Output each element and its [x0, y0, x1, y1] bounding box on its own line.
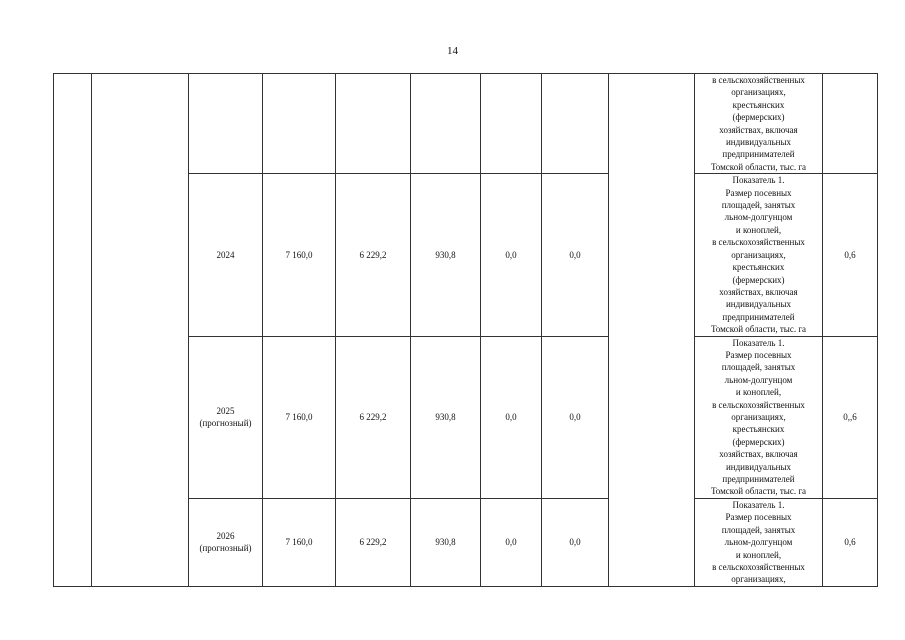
- indicator-line: крестьянских: [732, 262, 785, 273]
- funding-cell: 6 229,2: [336, 498, 411, 586]
- page-number: 14: [447, 45, 458, 57]
- indicator-line: Томской области, тыс. га: [710, 324, 807, 335]
- indicator-line: хозяйствах, включая: [719, 449, 798, 460]
- total-cell: [263, 74, 336, 174]
- funding-cell: [336, 74, 411, 174]
- value-cell: [823, 74, 878, 174]
- indicator-line: и коноплей,: [735, 549, 782, 560]
- indicator-line: организациях,: [731, 87, 786, 98]
- funding-cell: 930,8: [411, 336, 481, 498]
- indicator-cell: [695, 498, 823, 586]
- indicator-line: предпринимателей: [722, 474, 795, 484]
- total-cell: 7 160,0: [263, 174, 336, 336]
- number-cell: [54, 74, 92, 587]
- funding-cell: [542, 74, 609, 174]
- indicator-line: и коноплей,: [735, 224, 782, 235]
- indicator-line: в сельскохозяйственных: [712, 75, 805, 85]
- indicator-line: в сельскохозяйственных: [712, 237, 805, 248]
- indicator-line: индивидуальных: [725, 299, 792, 310]
- indicator-line: организациях,: [731, 249, 786, 260]
- indicator-line: Размер посевных: [725, 187, 792, 198]
- value-cell: 0,,6: [823, 336, 878, 498]
- value-cell: 0,6: [823, 498, 878, 586]
- program-table: [53, 73, 878, 587]
- year-cell: 2025 (прогнозный): [189, 336, 263, 498]
- indicator-line: льном-долгунцом: [724, 537, 793, 548]
- indicator-line: (фермерских): [732, 112, 785, 123]
- indicator-line: площадей, занятых: [721, 524, 796, 535]
- funding-cell: 6 229,2: [336, 174, 411, 336]
- indicator-line: предпринимателей: [722, 311, 795, 322]
- funding-cell: 930,8: [411, 498, 481, 586]
- indicator-line: предпринимателей: [722, 149, 795, 160]
- indicator-line: площадей, занятых: [721, 362, 796, 373]
- funding-cell: 0,0: [542, 174, 609, 336]
- indicator-line: льном-долгунцом: [724, 212, 793, 223]
- year-cell: [189, 74, 263, 174]
- indicator-line: организациях,: [731, 574, 786, 585]
- year-cell: 2024: [189, 174, 263, 336]
- indicator-line: и коноплей,: [735, 387, 782, 398]
- name-cell: [92, 74, 189, 587]
- indicator-line: в сельскохозяйственных: [712, 561, 805, 572]
- indicator-line: площадей, занятых: [721, 200, 796, 211]
- funding-cell: 0,0: [481, 174, 542, 336]
- indicator-line: в сельскохозяйственных: [712, 399, 805, 410]
- total-cell: 7 160,0: [263, 336, 336, 498]
- indicator-line: Размер посевных: [725, 512, 792, 523]
- funding-cell: 0,0: [481, 336, 542, 498]
- indicator-line: Томской области, тыс. га: [710, 486, 807, 497]
- funding-cell: 6 229,2: [336, 336, 411, 498]
- indicator-line: крестьянских: [732, 99, 785, 110]
- indicator-line: индивидуальных: [725, 461, 792, 472]
- indicator-line: хозяйствах, включая: [719, 286, 798, 297]
- indicator-line: (фермерских): [732, 436, 785, 447]
- funding-cell: 0,0: [542, 498, 609, 586]
- funding-cell: 0,0: [481, 498, 542, 586]
- indicator-line: Размер посевных: [725, 349, 792, 360]
- indicator-cell: [695, 174, 823, 336]
- indicator-line: (фермерских): [732, 274, 785, 285]
- value-cell: 0,6: [823, 174, 878, 336]
- indicator-line: индивидуальных: [725, 137, 792, 148]
- indicator-cell: [695, 336, 823, 498]
- indicator-line: Показатель 1.: [732, 499, 785, 510]
- executor-cell: [609, 74, 695, 587]
- funding-cell: [411, 74, 481, 174]
- indicator-line: льном-долгунцом: [724, 374, 793, 385]
- table-row: [54, 74, 878, 174]
- indicator-line: хозяйствах, включая: [719, 124, 798, 135]
- indicator-line: Показатель 1.: [732, 337, 785, 348]
- indicator-line: Томской области, тыс. га: [710, 161, 807, 172]
- funding-cell: 930,8: [411, 174, 481, 336]
- funding-cell: [481, 74, 542, 174]
- indicator-cell: [695, 74, 823, 174]
- indicator-line: организациях,: [731, 411, 786, 422]
- year-cell: 2026 (прогнозный): [189, 498, 263, 586]
- total-cell: 7 160,0: [263, 498, 336, 586]
- indicator-line: Показатель 1.: [732, 175, 785, 186]
- indicator-line: крестьянских: [732, 424, 785, 435]
- funding-cell: 0,0: [542, 336, 609, 498]
